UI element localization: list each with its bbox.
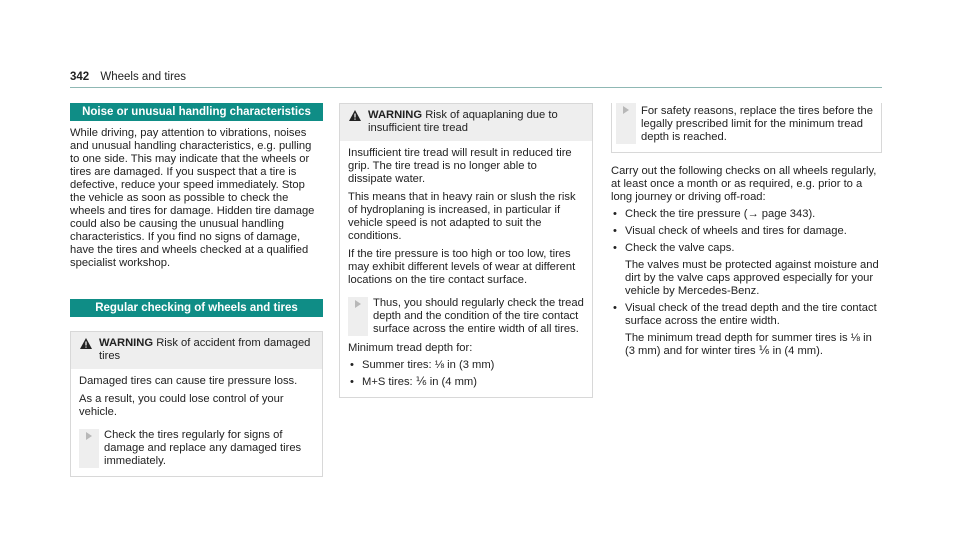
page-number: 342 [70, 71, 90, 83]
warning-paragraph: As a result, you could lose control of your vehicle. [79, 393, 284, 418]
arrow-right-icon [623, 106, 629, 114]
list-item-text: Visual check of wheels and tires for damage. [625, 225, 847, 237]
column-1 [70, 103, 323, 477]
warning-header [71, 332, 322, 369]
list-item: • M+S tires: ⅙ in (4 mm) [348, 376, 584, 389]
arrow-right-icon [86, 432, 92, 440]
warning-label: WARNING [99, 337, 154, 349]
list-item [611, 302, 882, 358]
arrow-right-icon [355, 300, 361, 308]
warning-paragraph: This means that in heavy rain or slush the risk of hydroplaning is increased, in particular if vehicle speed is not adapted to suit the conditions. [348, 191, 576, 242]
list-item [611, 225, 882, 238]
warning-paragraph: Damaged tires can cause tire pressure loss. [79, 375, 298, 387]
warning-headline: Risk of aquaplaning due to insufficient tire tread [368, 109, 558, 134]
warning-label: WARNING [368, 109, 423, 121]
list-item-text: Visual check of the tread depth and the tire contact surface across the entire width. [625, 302, 877, 327]
warning-paragraph: Insufficient tire tread will result in reduced tire grip. The tire tread is no longer able to dissipate water. [348, 147, 572, 185]
checks-intro: Carry out the following checks on all wheels regularly, at least once a month or as required, e.g. prior to a long journey or driving off-road: [611, 165, 877, 203]
column-3 [611, 103, 882, 358]
action-bar [348, 297, 368, 336]
warning-triangle-icon [348, 109, 368, 125]
warning-body [71, 369, 322, 476]
noise-paragraph: While driving, pay attention to vibrations, noises and unusual handling characteristics, e.g. pulling to one side. This may indicate that the wheels or tires are damaged. If you suspect that a tire is defective, reduce your speed immediately. Stop the vehicle as soon as possible to check the wheels and tires for damage. Hidden tire damage could also be causing the unusual handling characteristics. If you find no signs of damage, have the tires and wheels checked at a qualified specialist workshop. [70, 127, 315, 269]
section-title-regular-checking: Regular checking of wheels and tires [70, 299, 323, 317]
list-item [611, 242, 882, 298]
page-header [70, 71, 186, 84]
warning-header [340, 104, 592, 141]
list-item-text: Check the tire pressure (→ page 343). [625, 208, 816, 220]
page-section-title: Wheels and tires [100, 71, 187, 83]
list-item: • Summer tires: ⅛ in (3 mm) [348, 359, 584, 372]
action-step [348, 297, 584, 336]
action-text: Check the tires regularly for signs of damage and replace any damaged tires immediately. [104, 429, 302, 467]
min-depth-label: Minimum tread depth for: [348, 342, 473, 354]
warning-box-aquaplaning [339, 103, 593, 398]
column-2 [339, 103, 593, 398]
list-item-note: The valves must be protected against moisture and dirt by the valve caps approved especially for your vehicle by Mercedes-Benz. [625, 259, 879, 297]
header-divider [70, 87, 882, 88]
warning-body [340, 141, 592, 397]
action-text: For safety reasons, replace the tires before the legally prescribed limit for the minimum tread depth is reached. [641, 105, 873, 143]
action-text: Thus, you should regularly check the tread depth and the condition of the tire contact surface across the entire width of all tires. [373, 297, 584, 335]
warning-paragraph: If the tire pressure is too high or too low, tires may exhibit different levels of wear at different locations on the tire contact surface. [348, 248, 576, 286]
warning-triangle-icon [79, 337, 99, 353]
safety-action-box [611, 103, 882, 153]
list-item [611, 208, 882, 221]
list-item-text: Check the valve caps. [625, 242, 735, 254]
action-step [612, 103, 881, 144]
warning-headline: Risk of accident from damaged tires [99, 337, 311, 362]
checks-list [611, 208, 882, 358]
warning-box-damaged-tires [70, 331, 323, 477]
action-bar [616, 103, 636, 144]
list-item-note: The minimum tread depth for summer tires is ⅛ in (3 mm) and for winter tires ⅙ in (4 mm). [625, 332, 872, 357]
action-bar [79, 429, 99, 468]
action-step [79, 429, 314, 468]
section-title-noise: Noise or unusual handling characteristics [70, 103, 323, 121]
min-depth-list [348, 359, 584, 389]
